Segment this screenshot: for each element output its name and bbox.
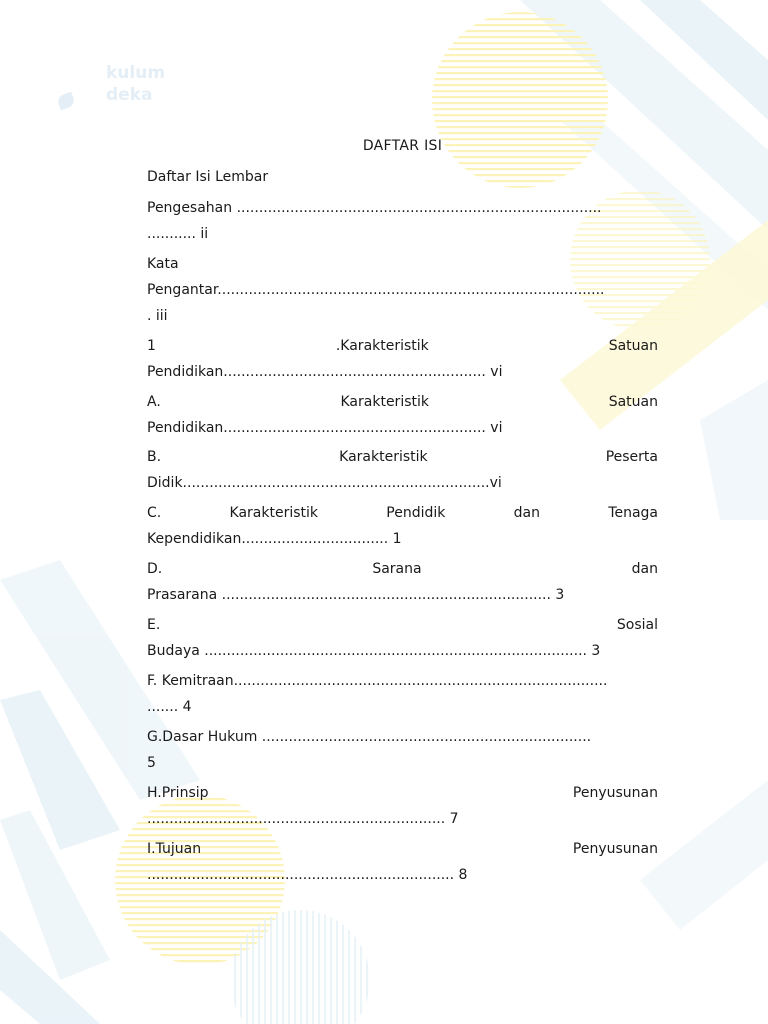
toc-word: H.Prinsip (147, 785, 209, 801)
toc-entry-line: ........... ii (147, 226, 209, 242)
toc-entry (147, 389, 658, 441)
toc-entry (147, 333, 658, 385)
page-title: DAFTAR ISI (362, 138, 443, 154)
toc-word: B. (147, 449, 162, 465)
toc-entry (147, 195, 658, 247)
toc-word: Penyusunan (572, 785, 658, 801)
toc-entry-line (147, 612, 658, 638)
toc-entry (147, 668, 658, 720)
toc-entry (147, 500, 658, 552)
toc-word: Karakteristik (339, 449, 428, 465)
toc-entry-line: . iii (147, 308, 168, 324)
toc-word: Sosial (616, 617, 658, 633)
toc-entry-line: ....... 4 (147, 699, 192, 715)
toc-word: Satuan (608, 394, 658, 410)
toc-entry-line: F. Kemitraan.................................................................................... (147, 673, 608, 689)
toc-entry (147, 612, 658, 664)
toc-entry-line (147, 333, 658, 359)
watermark-line-2: deka (106, 85, 153, 105)
toc-word: dan (513, 505, 540, 521)
toc-word: E. (147, 617, 161, 633)
toc-word: Sarana (372, 561, 422, 577)
toc-word: A. (147, 394, 161, 410)
toc-word: Karakteristik (340, 394, 429, 410)
toc-word: Pendidik (386, 505, 446, 521)
toc-word: D. (147, 561, 163, 577)
toc-entry (147, 724, 658, 776)
toc-word: Peserta (605, 449, 658, 465)
toc-entry (147, 444, 658, 496)
toc-entry (147, 836, 658, 888)
toc-entry-line (147, 556, 658, 582)
toc-entry-line (147, 836, 658, 862)
toc-word: dan (631, 561, 658, 577)
toc-entry-line: 5 (147, 755, 156, 771)
toc-intro: Daftar Isi Lembar (147, 169, 269, 185)
toc-word: .Karakteristik (335, 338, 429, 354)
toc-entry-line: Pendidikan........................................................... vi (147, 420, 503, 436)
watermark-logo (106, 62, 165, 106)
toc-word: Karakteristik (229, 505, 318, 521)
toc-word: Tenaga (608, 505, 658, 521)
toc-entry-line: ................................................................... 7 (147, 811, 459, 827)
toc-entry (147, 251, 658, 329)
toc-entry-line (147, 444, 658, 470)
toc-entry-line: Kependidikan................................. 1 (147, 531, 402, 547)
watermark-line-1: kulum (106, 63, 166, 83)
toc-entry-line: Kata (147, 256, 179, 272)
toc-entry (147, 556, 658, 608)
toc-entry-line: Didik.....................................................................vi (147, 475, 502, 491)
toc-entry-line (147, 780, 658, 806)
toc-word: I.Tujuan (147, 841, 202, 857)
toc-entry-line: Prasarana .......................................................................... 3 (147, 587, 565, 603)
toc-entry-line: Pendidikan........................................................... vi (147, 364, 503, 380)
toc-entry-line: Pengantar....................................................................................... (147, 282, 605, 298)
toc-word: C. (147, 505, 162, 521)
toc-entry-line (147, 500, 658, 526)
toc-entry-line: Budaya ...................................................................................... 3 (147, 643, 601, 659)
toc-entry-line (147, 389, 658, 415)
toc-word: Penyusunan (572, 841, 658, 857)
toc-entry-line: Pengesahan .................................................................................. (147, 200, 602, 216)
toc-entry-line: G.Dasar Hukum .......................................................................... (147, 729, 592, 745)
toc-word: Satuan (608, 338, 658, 354)
toc-entry (147, 780, 658, 832)
toc-word: 1 (147, 338, 156, 354)
toc-entry-line: ..................................................................... 8 (147, 867, 468, 883)
